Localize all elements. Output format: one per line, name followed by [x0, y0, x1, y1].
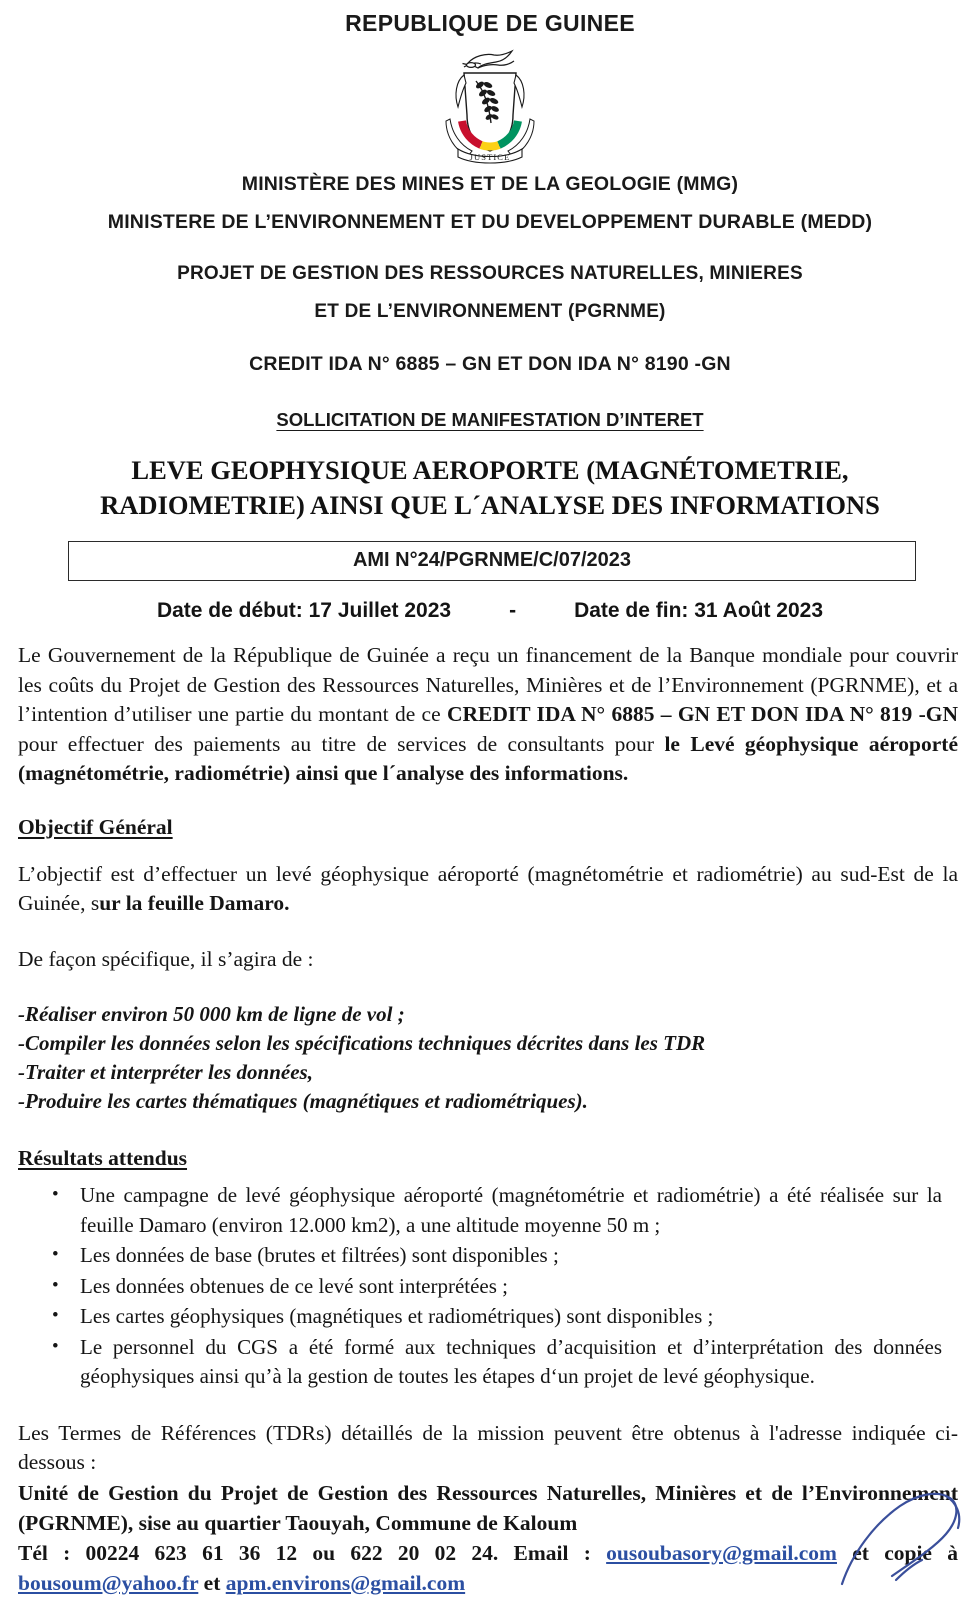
task-item: -Traiter et interpréter les données,: [18, 1060, 313, 1084]
crest-motto: JUSTICE: [469, 152, 511, 162]
dates-row: [0, 599, 980, 623]
intro-service-bold: le Levé géophysique aéroporté (magnétométrie, radiométrie) ainsi que l´analyse des informations.: [18, 731, 958, 785]
task-item: -Réaliser environ 50 000 km de ligne de vol ;: [18, 1002, 405, 1026]
intro-part-1: Le Gouvernement de la République de Guinée a reçu un financement de la Banque mondiale pour couvrir les coûts du Projet de Gestion des Ressources Naturelles, Minières et de l’Environnement (PGRNME), et a l’intention d’utiliser une partie du montant de ce: [18, 643, 958, 726]
list-item-text: Une campagne de levé géophysique aéroporté (magnétométrie et radiométrie) a été réalisée sur la feuille Damaro (environ 12.000 km2), a une altitude moyenne 50 m ;: [80, 1183, 942, 1237]
task-item: -Produire les cartes thématiques (magnétiques et radiométriques).: [18, 1089, 588, 1113]
main-title: [0, 453, 980, 523]
bullet-icon: •: [52, 1305, 59, 1326]
list-item: [52, 1181, 958, 1240]
main-title-line-1: LEVE GEOPHYSIQUE AEROPORTE (MAGNÉTOMETRIE,: [131, 455, 849, 485]
resultats-attendus-heading: Résultats attendus: [18, 1146, 188, 1170]
end-date-label: Date de fin: 31 Août 2023: [574, 599, 824, 622]
objectif-feuille-bold: ur la feuille Damaro.: [99, 891, 290, 915]
task-item: -Compiler les données selon les spécifications techniques décrites dans les TDR: [18, 1031, 706, 1055]
email-cc2-link[interactable]: apm.environs@gmail.com: [225, 1570, 466, 1595]
bullet-icon: •: [52, 1184, 59, 1205]
project-unit-address: Unité de Gestion du Projet de Gestion des Ressources Naturelles, Minières et de l’Environnement (PGRNME), sise au quartier Taouyah, Commune de Kaloum: [18, 1480, 958, 1535]
ami-reference-box: AMI N°24/PGRNME/C/07/2023: [68, 541, 916, 581]
ministry-line-2: MINISTERE DE L’ENVIRONNEMENT ET DU DEVELOPPEMENT DURABLE (MEDD): [107, 211, 873, 233]
objectif-paragraph: [18, 860, 958, 919]
list-item-text: Les données de base (brutes et filtrées) sont disponibles ;: [80, 1243, 559, 1267]
bullet-icon: •: [52, 1244, 59, 1265]
bullet-icon: •: [52, 1274, 59, 1296]
tdr-availability-text: Les Termes de Références (TDRs) détaillés de la mission peuvent être obtenus à l'adresse indiquée ci-dessous :: [18, 1420, 958, 1474]
list-item: [52, 1241, 958, 1271]
contact-details: [18, 1538, 958, 1598]
objectif-text: L’objectif est d’effectuer un levé géophysique aéroporté (magnétométrie et radiométrie) au sud-Est de la Guinée, s: [18, 861, 958, 915]
document-body: [0, 641, 980, 1598]
project-line-2: ET DE L’ENVIRONNEMENT (PGRNME): [314, 301, 666, 322]
country-header: REPUBLIQUE DE GUINEE: [345, 10, 635, 36]
ministry-line-1: MINISTÈRE DES MINES ET DE LA GEOLOGIE (MMG): [241, 173, 739, 195]
start-date-label: Date de début: 17 Juillet 2023: [156, 599, 452, 622]
objectif-general-heading: Objectif Général: [18, 814, 173, 839]
coat-of-arms-container: [0, 43, 980, 165]
and-label: et: [198, 1570, 226, 1595]
email-primary-link[interactable]: ousoubasory@gmail.com: [606, 1540, 837, 1565]
list-item-text: Les données obtenues de ce levé sont interprétées ;: [80, 1273, 509, 1298]
intro-credit-bold: CREDIT IDA N° 6885 – GN ET DON IDA N° 819 -GN: [446, 702, 958, 726]
date-separator: -: [509, 599, 517, 622]
solicitation-heading: SOLLICITATION DE MANIFESTATION D’INTERET: [276, 409, 704, 430]
email-cc1-link[interactable]: bousoum@yahoo.fr: [18, 1570, 199, 1595]
copy-to-label: et copie à: [836, 1540, 958, 1565]
list-item: [52, 1272, 958, 1302]
guinea-coat-of-arms-icon: [434, 43, 546, 165]
intro-paragraph: [18, 641, 958, 789]
resultats-list: [18, 1181, 958, 1392]
project-line-1: PROJET DE GESTION DES RESSOURCES NATURELLES, MINIERES: [177, 263, 803, 284]
specific-tasks-list: [18, 1000, 958, 1116]
list-item: [52, 1333, 958, 1392]
list-item: [52, 1302, 958, 1332]
objectif-lead-in: De façon spécifique, il s’agira de :: [18, 946, 314, 971]
list-item-text: Les cartes géophysiques (magnétiques et radiométriques) sont disponibles ;: [80, 1304, 714, 1328]
main-title-line-2: RADIOMETRIE) AINSI QUE L´ANALYSE DES INFORMATIONS: [100, 490, 880, 520]
list-item-text: Le personnel du CGS a été formé aux techniques d’acquisition et d’interprétation des données géophysiques ainsi qu’à la gestion de toutes les étapes d‘un projet de levé géophysique.: [80, 1334, 942, 1388]
credit-reference-line: CREDIT IDA N° 6885 – GN ET DON IDA N° 8190 -GN: [249, 353, 731, 375]
bullet-icon: •: [52, 1335, 59, 1357]
intro-part-2: pour effectuer des paiements au titre de services de consultants pour: [18, 731, 665, 756]
phone-and-email-label: Tél : 00224 623 61 36 12 ou 622 20 02 24. Email :: [18, 1540, 607, 1565]
ministries-block: [0, 165, 980, 383]
